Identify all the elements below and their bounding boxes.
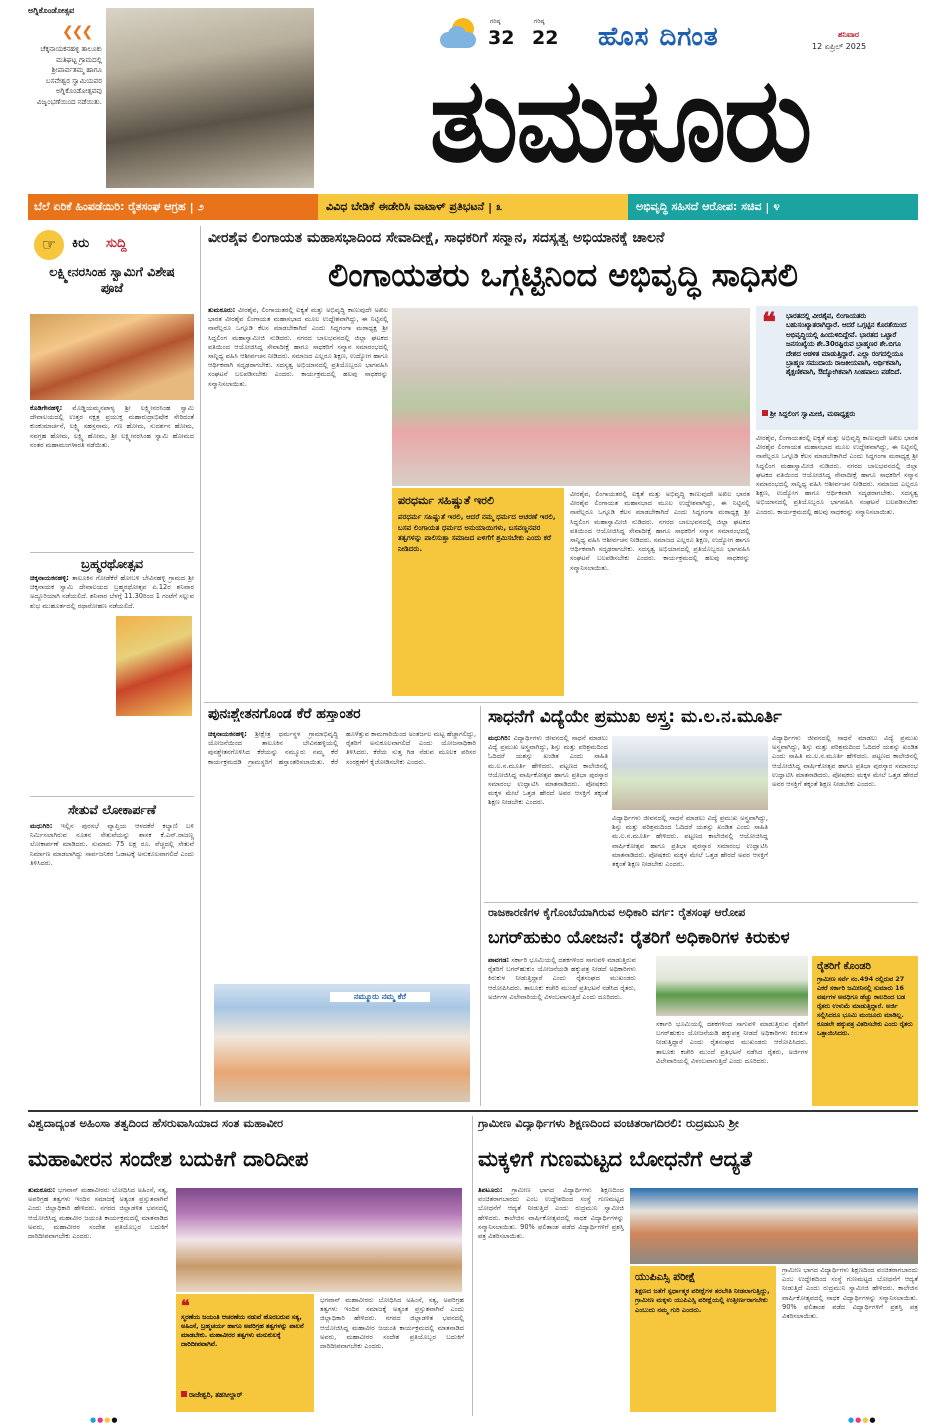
mahaveer-headline: ಮಹಾವೀರನ ಸಂದೇಶ ಬದುಕಿಗೆ ದಾರಿದೀಪ [28,1147,309,1171]
lead-box-title: ಪರಧರ್ಮ ಸಹಿಷ್ಣುತೆ ಇರಲಿ [398,494,494,507]
issue-day: ಶನಿವಾರ [838,30,860,39]
max-label: ಗರಿಷ್ಠ [490,18,501,25]
mahaveer-dateline: ತುಮಕೂರು: [28,1186,56,1194]
land-headline: ಬಗರ್‌ಹುಕುಂ ಯೋಜನೆ: ರೈತರಿಗೆ ಅಧಿಕಾರಿಗಳ ಕಿರುಕುಳ [488,928,790,948]
education-body-mid [612,814,768,898]
lead-quote-by: ಶ್ರೀ ಸಿದ್ದಲಿಂಗ ಸ್ವಾಮೀಜಿ, ಮಠಾಧ್ಯಕ್ಷರು [770,410,856,418]
rural-box [630,1266,776,1412]
section-tag: ಅಗ್ನಿಕೊಂಡೋತ್ಸವ [28,6,75,15]
lead-body-text-col4: ವೀರಶೈವ, ಲಿಂಗಾಯತರಲ್ಲಿ ಐಕ್ಯತೆ ಮತ್ತು ಅಭಿವೃದ್ಧಿ ಕಾಣುವುದೇ ಅಖಿಲ ಭಾರತ ವೀರಶೈವ ಲಿಂಗಾಯತ ಮಹಾಸಭಾದ ಮೂಲ ಉದ್ದೇಶವಾಗಿದ್ದು, ಈ ನಿಟ್ಟಿನಲ್ಲಿ ನಾವೆಲ್ಲರೂ ಒಗ್ಗೂಡಿ ಕೆಲಸ ಮಾಡಬೇಕಾಗಿದೆ ಎಂದು ಸಿದ್ದಗಂಗಾ ಮಠಾಧ್ಯಕ್ಷ ಶ್ರೀ ಸಿದ್ದಲಿಂಗ ಮಹಾಸ್ವಾಮೀಜಿ ನುಡಿದರು. ನಗರದ ಬಾಲಭವನದಲ್ಲಿ ಜಿಲ್ಲಾ ಘಟಕದ ವತಿಯಿಂದ ಆಯೋಜಿಸಿದ್ದ ಸೇವಾದೀಕ್ಷೆ ಹಾಗೂ ಸಾಧಕರಿಗೆ ಸನ್ಮಾನ ಸಮಾರಂಭದಲ್ಲಿ ಸಾನ್ನಿಧ್ಯ ವಹಿಸಿ ಆಶೀರ್ವಚನ ನೀಡಿದರು. ಸಮಾಜದ ಎಲ್ಲರೂ ಶಿಕ್ಷಣ, ಉದ್ಯೋಗ ಹಾಗೂ ಆರ್ಥಿಕವಾಗಿ ಸದೃಢರಾಗಬೇಕು. ಸದಸ್ಯತ್ವ ಅಭಿಯಾನದಲ್ಲಿ ಪ್ರತಿಯೊಬ್ಬರೂ ಭಾಗವಹಿಸಿ ಸಂಘಟನೆ ಬಲಪಡಿಸಬೇಕು ಎಂದರು. ಕಾರ್ಯಕ್ರಮದಲ್ಲಿ ಹಲವು ಸಾಧಕರನ್ನು ಸನ್ಮಾನಿಸಲಾಯಿತು. [756,434,918,516]
rural-dateline: ತಿಪಟೂರು: [478,1186,503,1194]
land-text-mid: ಸರ್ಕಾರಿ ಭೂಮಿಯಲ್ಲಿ ದಶಕಗಳಿಂದ ಸಾಗುವಳಿ ಮಾಡುತ್ತಿರುವ ರೈತರಿಗೆ ಬಗರ್‌ಹುಕುಂ ಯೋಜನೆಯಡಿ ಹಕ್ಕುಪತ್ರ ನೀಡದೆ ಅಧಿಕಾರಿಗಳು ಕಿರುಕುಳ ನೀಡುತ್ತಿದ್ದಾರೆ ಎಂದು ರೈತಸಂಘದ ಮುಖಂಡರು ಆರೋಪಿಸಿದರು. ತಾಲೂಕು ಕಚೇರಿ ಮುಂದೆ ಪ್ರತಿಭಟನೆ ನಡೆಸಿದ ರೈತರು, ಅರ್ಜಿಗಳ ವಿಲೇವಾರಿಯಲ್ಲಿ ವಿಳಂಬವಾಗುತ್ತಿದೆ ಎಂದು ದೂರಿದರು. [656,1020,808,1065]
story-3-body [30,822,194,1102]
chevrons-icon: ❮❮❮ [62,24,92,40]
education-dateline: ಮಧುಗಿರಿ: [488,734,511,742]
education-text-mid: ವಿದ್ಯಾರ್ಥಿಗಳು ಜೀವನದಲ್ಲಿ ಸಾಧನೆ ಮಾಡಲು ವಿದ್ಯೆ ಪ್ರಮುಖ ಅಸ್ತ್ರವಾಗಿದ್ದು, ಶಿಸ್ತು ಮತ್ತು ಪರಿಶ್ರಮದಿಂದ ಓದಿದರೆ ಯಶಸ್ಸು ಖಂಡಿತ ಎಂದು ಸಾಹಿತಿ ಮ.ಲ.ನ.ಮೂರ್ತಿ ಹೇಳಿದರು. ಪಟ್ಟಣದ ಕಾಲೇಜಿನಲ್ಲಿ ಆಯೋಜಿಸಿದ್ದ ವಾರ್ಷಿಕೋತ್ಸವ ಹಾಗೂ ಪ್ರತಿಭಾ ಪುರಸ್ಕಾರ ಸಮಾರಂಭ ಉದ್ಘಾಟಿಸಿ ಮಾತನಾಡಿದರು. ಪೋಷಕರು ಮಕ್ಕಳ ಮೇಲೆ ಒತ್ತಡ ಹೇರದೆ ಅವರ ಆಸಕ್ತಿಗೆ ತಕ್ಕಂತೆ ಶಿಕ್ಷಣ ನೀಡಬೇಕು ಎಂದರು. [612,814,768,869]
mahaveer-quote-by: ರಾಜೇಶ್ವರಿ, ತಹಸೀಲ್ದಾರ್ [189,1391,243,1399]
education-body-right [772,734,918,898]
land-sidebox-body: ಗ್ರಾಮೀಣ ಸರ್ವೆ ನಂ.494 ರಲ್ಲಿರುವ 27 ಎಕರೆ ಸರ್ಕಾರಿ ಜಮೀನಿನಲ್ಲಿ ಸುಮಾರು 16 ವರ್ಷಗಳ ಅವಧಿಗೂ ಹೆಚ್ಚು ಕಾಲದಿಂದ ಬಡ ರೈತರು ಉಳುಮೆ ಮಾಡುತ್ತಿದ್ದಾರೆ. ಅರ್ಜಿ ಸಲ್ಲಿಸಿದರೂ ಭೂಮಿ ಮಂಜೂರು ಮಾಡಿಲ್ಲ. ಕೂಡಲೇ ಹಕ್ಕುಪತ್ರ ವಿತರಿಸಬೇಕು ಎಂದು ರೈತರು ಒತ್ತಾಯಿಸಿದರು. [817,975,913,1037]
land-body-left [488,956,636,1106]
rural-text: ಗ್ರಾಮೀಣ ಭಾಗದ ವಿದ್ಯಾರ್ಥಿಗಳು ಶಿಕ್ಷಣದಿಂದ ವಂಚಿತರಾಗಬಾರದು ಎಂಬ ಉದ್ದೇಶದಿಂದ ಸಂಸ್ಥೆ ಗುಣಮಟ್ಟದ ಬೋಧನೆಗೆ ಆದ್ಯತೆ ನೀಡುತ್ತಿದೆ ಎಂದು ರುದ್ರಮುನಿ ಸ್ವಾಮೀಜಿ ಹೇಳಿದರು. ಕಾಲೇಜಿನ ವಾರ್ಷಿಕೋತ್ಸವದಲ್ಲಿ ಸಾಧಕ ವಿದ್ಯಾರ್ಥಿಗಳನ್ನು ಸನ್ಮಾನಿಸಲಾಯಿತು. 90% ಫಲಿತಾಂಶ ಪಡೆದ ವಿದ್ಯಾರ್ಥಿಗಳಿಗೆ ಪ್ರಶಸ್ತಿ ಪತ್ರ ವಿತರಿಸಲಾಯಿತು. [478,1186,624,1241]
education-body-left [488,734,608,898]
story-2-dateline: ಚಿಕ್ಕನಾಯಕನಹಳ್ಳಿ: [30,574,69,582]
mahaveer-photo [176,1188,462,1292]
story-1-text: ಮೊಡ್ಡಿಯಮ್ಮನಪಾಳ್ಯ ಶ್ರೀ ಲಕ್ಷ್ಮೀನರಸಿಂಹ ಸ್ವಾಮಿ ದೇವಾಲಯದಲ್ಲಿ ಉತ್ತರ ನಕ್ಷತ್ರ ಪ್ರಯುಕ್ತ ಮಹಾರುದ್ರಾಭಿಷೇಕ ಸೇರಿದಂತೆ ಕುಂಕುಮಾರ್ಚನೆ, ಲಕ್ಷ್ಮಿ ಸಹಸ್ರನಾಮ, ಗಣ ಹೋಮ, ಸುದರ್ಶನ ಹೋಮ, ನವಗ್ರಹ ಹೋಮ, ಲಕ್ಷ್ಮಿ ಹೋಮ, ಶ್ರೀ ಲಕ್ಷ್ಮೀನರಸಿಂಹ ಸ್ವಾಮಿ ಹೋಮದ ನಂತರ ಮಹಾಮಂಗಳಾರತಿ ನಡೆಯಿತು. [30,404,194,449]
rural-photo [630,1188,918,1264]
top-photo-caption: ಚೆಕ್ಕನಾಯಕನಹಳ್ಳಿ ತಾಲೂಕು ಮತಿಘಟ್ಟ ಗ್ರಾಮದಲ್ಲಿ ಶ್ರೀಪಾರ್ವತಮ್ಮ ಹಾಗೂ ಬಸವೇಶ್ವರ ಸ್ವಾಮಿಯವರ ಅಗ್ನಿಕೊಂಡೋತ್ಸವವು ವಿಜೃಂಭಣೆಯಿಂದ ನಡೆಯಿತು. [36,45,102,106]
rural-box-body: ಶಿಕ್ಷಣದ ಜತೆಗೆ ಸ್ಪರ್ಧಾತ್ಮಕ ಪರೀಕ್ಷೆಗಳ ತರಬೇತಿ ನೀಡಲಾಗುತ್ತಿದ್ದು, ಗ್ರಾಮೀಣ ಮಕ್ಕಳು ಯುಪಿಎಸ್ಸಿ ಪರೀಕ್ಷೆಯಲ್ಲಿ ಉತ್ತೀರ್ಣರಾಗಬೇಕು ಎಂಬುದು ನಮ್ಮ ಗುರಿ ಎಂದರು. [635,1287,770,1314]
bullet-icon [762,410,768,416]
teaser-3[interactable]: ಅಭಿವೃದ್ಧಿ ಸಹಿಸದೆ ಆರೋಪ: ಸಚಿವ | ೪ [628,194,918,220]
teaser-2-text: ವಿವಿಧ ಬೇಡಿಕೆ ಈಡೇರಿಸಿ ವಾಟಾಳ್ ಪ್ರತಿಭಟನೆ [326,200,485,213]
story-1-photo [30,314,194,400]
teaser-2[interactable]: ವಿವಿಧ ಬೇಡಿಕೆ ಈಡೇರಿಸಿ ವಾಟಾಳ್ ಪ್ರತಿಭಟನೆ | ೩ [318,194,628,220]
land-kicker: ರಾಜಕಾರಣಿಗಳ ಕೈಗೊಂಬೆಯಾಗಿರುವ ಅಧಿಕಾರಿ ವರ್ಗ: ರೈತಸಂಘ ಆರೋಪ [488,906,746,919]
lead-body-col3 [570,490,750,696]
mahaveer-body-right [320,1296,464,1412]
lead-body-text: ವೀರಶೈವ, ಲಿಂಗಾಯತರಲ್ಲಿ ಐಕ್ಯತೆ ಮತ್ತು ಅಭಿವೃದ್ಧಿ ಕಾಣುವುದೇ ಅಖಿಲ ಭಾರತ ವೀರಶೈವ ಲಿಂಗಾಯತ ಮಹಾಸಭಾದ ಮೂಲ ಉದ್ದೇಶವಾಗಿದ್ದು, ಈ ನಿಟ್ಟಿನಲ್ಲಿ ನಾವೆಲ್ಲರೂ ಒಗ್ಗೂಡಿ ಕೆಲಸ ಮಾಡಬೇಕಾಗಿದೆ ಎಂದು ಸಿದ್ದಗಂಗಾ ಮಠಾಧ್ಯಕ್ಷ ಶ್ರೀ ಸಿದ್ದಲಿಂಗ ಮಹಾಸ್ವಾಮೀಜಿ ನುಡಿದರು. ನಗರದ ಬಾಲಭವನದಲ್ಲಿ ಜಿಲ್ಲಾ ಘಟಕದ ವತಿಯಿಂದ ಆಯೋಜಿಸಿದ್ದ ಸೇವಾದೀಕ್ಷೆ ಹಾಗೂ ಸಾಧಕರಿಗೆ ಸನ್ಮಾನ ಸಮಾರಂಭದಲ್ಲಿ ಸಾನ್ನಿಧ್ಯ ವಹಿಸಿ ಆಶೀರ್ವಚನ ನೀಡಿದರು. ಸಮಾಜದ ಎಲ್ಲರೂ ಶಿಕ್ಷಣ, ಉದ್ಯೋಗ ಹಾಗೂ ಆರ್ಥಿಕವಾಗಿ ಸದೃಢರಾಗಬೇಕು. ಸದಸ್ಯತ್ವ ಅಭಿಯಾನದಲ್ಲಿ ಪ್ರತಿಯೊಬ್ಬರೂ ಭಾಗವಹಿಸಿ ಸಂಘಟನೆ ಬಲಪಡಿಸಬೇಕು ಎಂದರು. ಕಾರ್ಯಕ್ರಮದಲ್ಲಿ ಹಲವು ಸಾಧಕರನ್ನು ಸನ್ಮಾನಿಸಲಾಯಿತು. [208,306,388,388]
lake-headline: ಪುನಃಶ್ಚೇತನಗೊಂಡ ಕೆರೆ ಹಸ್ತಾಂತರ [208,706,361,722]
teaser-1[interactable]: ಬೆಲೆ ಏರಿಕೆ ಹಿಂಪಡೆಯಿರಿ: ರೈತಸಂಘ ಆಗ್ರಹ | ೨ [28,194,318,220]
story-1-body [30,404,194,550]
lake-dateline: ಚಿಕ್ಕನಾಯಕನಹಳ್ಳಿ: [208,730,247,738]
kiru-suddi-sidebar [28,226,196,1106]
min-label: ಗರಿಷ್ಠ [534,18,545,25]
mahaveer-quote-icon: ❝ [181,1296,190,1315]
education-text-right: ವಿದ್ಯಾರ್ಥಿಗಳು ಜೀವನದಲ್ಲಿ ಸಾಧನೆ ಮಾಡಲು ವಿದ್ಯೆ ಪ್ರಮುಖ ಅಸ್ತ್ರವಾಗಿದ್ದು, ಶಿಸ್ತು ಮತ್ತು ಪರಿಶ್ರಮದಿಂದ ಓದಿದರೆ ಯಶಸ್ಸು ಖಂಡಿತ ಎಂದು ಸಾಹಿತಿ ಮ.ಲ.ನ.ಮೂರ್ತಿ ಹೇಳಿದರು. ಪಟ್ಟಣದ ಕಾಲೇಜಿನಲ್ಲಿ ಆಯೋಜಿಸಿದ್ದ ವಾರ್ಷಿಕೋತ್ಸವ ಹಾಗೂ ಪ್ರತಿಭಾ ಪುರಸ್ಕಾರ ಸಮಾರಂಭ ಉದ್ಘಾಟಿಸಿ ಮಾತನಾಡಿದರು. ಪೋಷಕರು ಮಕ್ಕಳ ಮೇಲೆ ಒತ್ತಡ ಹೇರದೆ ಅವರ ಆಸಕ್ತಿಗೆ ತಕ್ಕಂತೆ ಶಿಕ್ಷಣ ನೀಡಬೇಕು ಎಂದರು. [772,734,918,789]
story-1-headline: ಲಕ್ಷ್ಮೀನರಸಿಂಹ ಸ್ವಾಮಿಗೆ ವಿಶೇಷ ಪೂಜೆ [49,264,175,295]
lead-photo [392,308,750,486]
hand-icon: ☞ [34,230,64,260]
land-photo [656,956,808,1016]
lead-kicker: ವೀರಶೈವ ಲಿಂಗಾಯತ ಮಹಾಸಭಾದಿಂದ ಸೇವಾದೀಕ್ಷೆ, ಸಾಧಕರಿಗೆ ಸನ್ಮಾನ, ಸದಸ್ಯತ್ವ ಅಭಿಯಾನಕ್ಕೆ ಚಾಲನೆ [208,230,665,246]
teaser-3-page: ೪ [773,200,780,213]
lead-dateline: ತುಮಕೂರು: [208,306,236,314]
mahaveer-body-left [28,1186,168,1412]
rural-text-right: ಗ್ರಾಮೀಣ ಭಾಗದ ವಿದ್ಯಾರ್ಥಿಗಳು ಶಿಕ್ಷಣದಿಂದ ವಂಚಿತರಾಗಬಾರದು ಎಂಬ ಉದ್ದೇಶದಿಂದ ಸಂಸ್ಥೆ ಗುಣಮಟ್ಟದ ಬೋಧನೆಗೆ ಆದ್ಯತೆ ನೀಡುತ್ತಿದೆ ಎಂದು ರುದ್ರಮುನಿ ಸ್ವಾಮೀಜಿ ಹೇಳಿದರು. ಕಾಲೇಜಿನ ವಾರ್ಷಿಕೋತ್ಸವದಲ್ಲಿ ಸಾಧಕ ವಿದ್ಯಾರ್ಥಿಗಳನ್ನು ಸನ್ಮಾನಿಸಲಾಯಿತು. 90% ಫಲಿತಾಂಶ ಪಡೆದ ವಿದ್ಯಾರ್ಥಿಗಳಿಗೆ ಪ್ರಶಸ್ತಿ ಪತ್ರ ವಿತರಿಸಲಾಯಿತು. [782,1266,918,1321]
lead-body-col1 [208,306,388,696]
teaser-1-text: ಬೆಲೆ ಏರಿಕೆ ಹಿಂಪಡೆಯಿರಿ: ರೈತಸಂಘ ಆಗ್ರಹ [34,200,186,213]
rural-box-title: ಯುಪಿಎಸ್ಸಿ ಪರೀಕ್ಷೆ [635,1271,696,1283]
paper-name: ಹೊಸ ದಿಗಂತ [598,22,719,52]
story-3-headline: ಸೇತುವೆ ಲೋಕಾರ್ಪಣೆ [67,802,156,817]
lead-box-body: ಪರಧರ್ಮ ಸಹಿಷ್ಣುತೆ ಇರಲಿ, ಆದರೆ ನಮ್ಮ ಧರ್ಮದ ಆಚರಣೆ ಇರಲಿ, ಬಸವ ಲಿಂಗಾಯತ ಧರ್ಮದ ಅನುಯಾಯಿಗಳು, ಬಸವಣ್ಣನವರ ತತ್ವಗಳನ್ನು ಪಾಲಿಸುತ್ತಾ ಸಮಾಜದ ಏಳಿಗೆಗೆ ಶ್ರಮಿಸಬೇಕು ಎಂದು ಕರೆ ನೀಡಿದರು. [398,512,556,553]
top-photo [106,8,314,188]
lake-banner: ನಮ್ಮೂರು ನಮ್ಮ ಕೆರೆ [330,992,430,1002]
education-headline: ಸಾಧನೆಗೆ ವಿದ್ಯೆಯೇ ಪ್ರಮುಖ ಅಸ್ತ್ರ: ಮ.ಲ.ನ.ಮೂರ್ತಿ [488,707,782,727]
edition-title: ತುಮಕೂರು [429,51,811,188]
lead-body-col4 [756,434,918,696]
rural-body-right [782,1266,918,1412]
teaser-3-text: ಅಭಿವೃದ್ಧಿ ಸಹಿಸದೆ ಆರೋಪ: ಸಚಿವ [636,200,762,213]
land-text: ಸರ್ಕಾರಿ ಭೂಮಿಯಲ್ಲಿ ದಶಕಗಳಿಂದ ಸಾಗುವಳಿ ಮಾಡುತ್ತಿರುವ ರೈತರಿಗೆ ಬಗರ್‌ಹುಕುಂ ಯೋಜನೆಯಡಿ ಹಕ್ಕುಪತ್ರ ನೀಡದೆ ಅಧಿಕಾರಿಗಳು ಕಿರುಕುಳ ನೀಡುತ್ತಿದ್ದಾರೆ ಎಂದು ರೈತಸಂಘದ ಮುಖಂಡರು ಆರೋಪಿಸಿದರು. ತಾಲೂಕು ಕಚೇರಿ ಮುಂದೆ ಪ್ರತಿಭಟನೆ ನಡೆಸಿದ ರೈತರು, ಅರ್ಜಿಗಳ ವಿಲೇವಾರಿಯಲ್ಲಿ ವಿಳಂಬವಾಗುತ್ತಿದೆ ಎಂದು ದೂರಿದರು. [488,956,636,1001]
lead-headline: ಲಿಂಗಾಯತರು ಒಗ್ಗಟ್ಟಿನಿಂದ ಅಭಿವೃದ್ಧಿ ಸಾಧಿಸಲಿ [328,256,798,294]
mahaveer-kicker: ವಿಶ್ವದಾದ್ಯಂತ ಅಹಿಂಸಾ ತತ್ವದಿಂದ ಹೆಸರುವಾಸಿಯಾದ ಸಂತ ಮಹಾವೀರ [28,1116,284,1130]
teaser-bar [28,194,918,220]
lake-text: ಶ್ರೀಕ್ಷೇತ್ರ ಧರ್ಮಸ್ಥಳ ಗ್ರಾಮಾಭಿವೃದ್ಧಿ ಯೋಜನೆಯಿಂದ ತಾಲೂಕಿನ ಬೇವಿನಹಳ್ಳಿಯಲ್ಲಿ ಪುನಶ್ಚೇತನಗೊಳಿಸಿದ ಕೆರೆಯನ್ನು ನಮ್ಮೂರು ನಮ್ಮ ಕೆರೆ ಕಾರ್ಯಕ್ರಮದಡಿ ಗ್ರಾಮಸ್ಥರಿಗೆ ಹಸ್ತಾಂತರಿಸಲಾಯಿತು. ಕೆರೆ ಹೂಳೆತ್ತುವ ಕಾಮಗಾರಿಯಿಂದ ಅಂತರ್ಜಲ ಮಟ್ಟ ಹೆಚ್ಚಾಗಲಿದ್ದು, ರೈತರಿಗೆ ಅನುಕೂಲವಾಗಲಿದೆ ಎಂದು ಯೋಜನಾಧಿಕಾರಿ ತಿಳಿಸಿದರು. ಕೆರೆಯ ಸುತ್ತ ಗಿಡ ನೆಡುವ ಮೂಲಕ ಪರಿಸರ ಸಂರಕ್ಷಣೆಗೆ ಕೈಜೋಡಿಸಬೇಕು ಎಂದರು. [208,730,476,766]
lead-body-text-cont: ವೀರಶೈವ, ಲಿಂಗಾಯತರಲ್ಲಿ ಐಕ್ಯತೆ ಮತ್ತು ಅಭಿವೃದ್ಧಿ ಕಾಣುವುದೇ ಅಖಿಲ ಭಾರತ ವೀರಶೈವ ಲಿಂಗಾಯತ ಮಹಾಸಭಾದ ಮೂಲ ಉದ್ದೇಶವಾಗಿದ್ದು, ಈ ನಿಟ್ಟಿನಲ್ಲಿ ನಾವೆಲ್ಲರೂ ಒಗ್ಗೂಡಿ ಕೆಲಸ ಮಾಡಬೇಕಾಗಿದೆ ಎಂದು ಸಿದ್ದಗಂಗಾ ಮಠಾಧ್ಯಕ್ಷ ಶ್ರೀ ಸಿದ್ದಲಿಂಗ ಮಹಾಸ್ವಾಮೀಜಿ ನುಡಿದರು. ನಗರದ ಬಾಲಭವನದಲ್ಲಿ ಜಿಲ್ಲಾ ಘಟಕದ ವತಿಯಿಂದ ಆಯೋಜಿಸಿದ್ದ ಸೇವಾದೀಕ್ಷೆ ಹಾಗೂ ಸಾಧಕರಿಗೆ ಸನ್ಮಾನ ಸಮಾರಂಭದಲ್ಲಿ ಸಾನ್ನಿಧ್ಯ ವಹಿಸಿ ಆಶೀರ್ವಚನ ನೀಡಿದರು. ಸಮಾಜದ ಎಲ್ಲರೂ ಶಿಕ್ಷಣ, ಉದ್ಯೋಗ ಹಾಗೂ ಆರ್ಥಿಕವಾಗಿ ಸದೃಢರಾಗಬೇಕು. ಸದಸ್ಯತ್ವ ಅಭಿಯಾನದಲ್ಲಿ ಪ್ರತಿಯೊಬ್ಬರೂ ಭಾಗವಹಿಸಿ ಸಂಘಟನೆ ಬಲಪಡಿಸಬೇಕು ಎಂದರು. ಕಾರ್ಯಕ್ರಮದಲ್ಲಿ ಹಲವು ಸಾಧಕರನ್ನು ಸನ್ಮಾನಿಸಲಾಯಿತು. [570,490,750,572]
mahaveer-quote: ಸ್ಮರಣೆಯ ಜಯಂತಿ ಆಚರಣೆಯ ನಡುವೆ ಹೊರಬರುವ ಸತ್ಯ, ಅಹಿಂಸೆ, ಬ್ರಹ್ಮಚರ್ಯ ಹಾಗೂ ಅಪರಿಗ್ರಹ ತತ್ವಗಳನ್ನು ಪಾಲನೆ ಮಾಡಬೇಕು. ಮಹಾವೀರರ ತತ್ವಗಳು ಮನುಕುಲಕ್ಕೆ ದಾರಿದೀಪವಾಗಿವೆ. [181,1313,304,1348]
sidebar-brand [34,230,190,264]
land-body-mid [656,1020,808,1106]
story-3-dateline: ಮಧುಗಿರಿ: [30,822,53,830]
brand-prefix: ಕಿರು [72,236,90,251]
issue-date: 12 ಏಪ್ರಿಲ್ 2025 [812,42,867,51]
rural-headline: ಮಕ್ಕಳಿಗೆ ಗುಣಮಟ್ಟದ ಬೋಧನೆಗೆ ಆದ್ಯತೆ [478,1147,752,1171]
max-temp: 32 [488,27,515,49]
mahaveer-text-right: ಭಗವಾನ್ ಮಹಾವೀರರು ಬೋಧಿಸಿದ ಅಹಿಂಸೆ, ಸತ್ಯ, ಅಪರಿಗ್ರಹ ತತ್ವಗಳು ಇಂದಿನ ಸಮಾಜಕ್ಕೆ ಅತ್ಯಂತ ಪ್ರಸ್ತುತವಾಗಿವೆ ಎಂದು ಜಿಲ್ಲಾಧಿಕಾರಿ ಹೇಳಿದರು. ನಗರದ ಜಿಲ್ಲಾಡಳಿತ ಭವನದಲ್ಲಿ ಆಯೋಜಿಸಿದ್ದ ಮಹಾವೀರ ಜಯಂತಿ ಕಾರ್ಯಕ್ರಮದಲ್ಲಿ ಮಾತನಾಡಿದ ಅವರು, ಮಹಾವೀರರ ಸಂದೇಶ ಪ್ರತಿಯೊಬ್ಬರ ಬದುಕಿಗೆ ದಾರಿದೀಪವಾಗಬೇಕು ಎಂದರು. [320,1296,464,1351]
story-2-text: ತಾಲೂಕಿನ ಗೋಡೆಕೆರೆ ಹೋಬಳಿ ಬೇವಿನಹಳ್ಳಿ ಗ್ರಾಮದ ಶ್ರೀ ಚಿಕ್ಕನಾಯಕ ಸ್ವಾಮಿ ದೇವಾಲಯದ ಬ್ರಹ್ಮರಥೋತ್ಸವ ಏ.12ರ ಶನಿವಾರ ಅದ್ದೂರಿಯಾಗಿ ನಡೆಯಲಿದೆ. ಶನಿವಾರ ಬೆಳಗ್ಗೆ 11.30ರಿಂದ 1 ಗಂಟೆಗೆ ಸಲ್ಲುವ ಶುಭ ಮುಹೂರ್ತದಲ್ಲಿ ರಥಾರೋಹಣ ನಡೆಯಲಿದೆ. [30,574,194,610]
land-dateline: ಪಾವಗಡ: [488,956,510,964]
min-temp: 22 [532,27,559,49]
mahaveer-quote-box [176,1294,314,1412]
lake-body [208,730,476,980]
quote-mark-icon: ❝ [762,308,776,338]
education-photo [612,736,768,810]
story-2-headline: ಬ್ರಹ್ಮರಥೋತ್ಸವ [81,556,143,571]
brand-suffix: ಸುದ್ದಿ [106,236,127,251]
mahaveer-bullet-icon [181,1391,187,1397]
education-text: ವಿದ್ಯಾರ್ಥಿಗಳು ಜೀವನದಲ್ಲಿ ಸಾಧನೆ ಮಾಡಲು ವಿದ್ಯೆ ಪ್ರಮುಖ ಅಸ್ತ್ರವಾಗಿದ್ದು, ಶಿಸ್ತು ಮತ್ತು ಪರಿಶ್ರಮದಿಂದ ಓದಿದರೆ ಯಶಸ್ಸು ಖಂಡಿತ ಎಂದು ಸಾಹಿತಿ ಮ.ಲ.ನ.ಮೂರ್ತಿ ಹೇಳಿದರು. ಪಟ್ಟಣದ ಕಾಲೇಜಿನಲ್ಲಿ ಆಯೋಜಿಸಿದ್ದ ವಾರ್ಷಿಕೋತ್ಸವ ಹಾಗೂ ಪ್ರತಿಭಾ ಪುರಸ್ಕಾರ ಸಮಾರಂಭ ಉದ್ಘಾಟಿಸಿ ಮಾತನಾಡಿದರು. ಪೋಷಕರು ಮಕ್ಕಳ ಮೇಲೆ ಒತ್ತಡ ಹೇರದೆ ಅವರ ಆಸಕ್ತಿಗೆ ತಕ್ಕಂತೆ ಶಿಕ್ಷಣ ನೀಡಬೇಕು ಎಂದರು. [488,734,608,807]
lead-quote: ಭಾರತದಲ್ಲಿ ವೀರಶೈವ, ಲಿಂಗಾಯತರು ಬಹುಸಂಖ್ಯಾತರಾಗಿದ್ದಾರೆ. ಆದರೆ ಒಗ್ಗಟ್ಟಿನ ಕೊರತೆಯಿಂದ ಅಭಿವೃದ್ಧಿಯಲ್ಲಿ ಹಿಂದುಳಿದಿದ್ದೇವೆ. ಭಾರತದ ಒಟ್ಟಾರೆ ಜನಸಂಖ್ಯೆಯ ಶೇ.30ರಷ್ಟಿರುವ ಬ್ರಾಹ್ಮಣರ ಶೇ.ಬಿಗೂ ದೇಶದ ಆಡಳಿತ ಮಾಡುತ್ತಿದ್ದಾರೆ. ಎಲ್ಲಾ ರಂಗದಲ್ಲಿಯೂ ಬ್ರಾಹ್ಮಣ ಸಮುದಾಯ ರಾಜಕೀಯವಾಗಿ, ಆರ್ಥಿಕವಾಗಿ, ಶೈಕ್ಷಣಿಕವಾಗಿ, ಔದ್ಯೋಗಿಕವಾಗಿ ಸಿಂಹಪಾಲು ಪಡೆದಿದೆ. [786,312,907,377]
teaser-2-page: ೩ [496,200,503,213]
story-1-dateline: ಕೊಡಿಗೇನಹಳ್ಳಿ: [30,404,63,412]
lead-box [392,488,564,696]
teaser-1-page: ೨ [197,200,204,213]
story-2-body [30,574,194,788]
lead-quote-box [756,306,918,430]
land-sidebox [812,956,918,1106]
mahaveer-text: ಭಗವಾನ್ ಮಹಾವೀರರು ಬೋಧಿಸಿದ ಅಹಿಂಸೆ, ಸತ್ಯ, ಅಪರಿಗ್ರಹ ತತ್ವಗಳು ಇಂದಿನ ಸಮಾಜಕ್ಕೆ ಅತ್ಯಂತ ಪ್ರಸ್ತುತವಾಗಿವೆ ಎಂದು ಜಿಲ್ಲಾಧಿಕಾರಿ ಹೇಳಿದರು. ನಗರದ ಜಿಲ್ಲಾಡಳಿತ ಭವನದಲ್ಲಿ ಆಯೋಜಿಸಿದ್ದ ಮಹಾವೀರ ಜಯಂತಿ ಕಾರ್ಯಕ್ರಮದಲ್ಲಿ ಮಾತನಾಡಿದ ಅವರು, ಮಹಾವೀರರ ಸಂದೇಶ ಪ್ರತಿಯೊಬ್ಬರ ಬದುಕಿಗೆ ದಾರಿದೀಪವಾಗಬೇಕು ಎಂದರು. [28,1186,168,1241]
print-marks: ●●●● [90,1416,119,1424]
land-sidebox-title: ರೈತರಿಗೆ ಕೊಂಡರಿ [817,961,871,972]
rural-body-left [478,1186,624,1412]
rural-kicker: ಗ್ರಾಮೀಣ ವಿದ್ಯಾರ್ಥಿಗಳು ಶಿಕ್ಷಣದಿಂದ ವಂಚಿತರಾಗದಿರಲಿ: ರುದ್ರಮುನಿ ಶ್ರೀ [478,1116,739,1130]
print-marks-right: ●●●● [848,1416,877,1424]
story-3-text: ಇಲ್ಲಿನ ಪುರಸಭೆ ವ್ಯಾಪ್ತಿಯ ಆಳದಕೆರೆ ಕಲ್ಯಾಣಿ ಬಳಿ ನಿರ್ಮಿಸಲಾಗಿರುವ ನೂತನ ಸೇತುವೆಯನ್ನು ಶಾಸಕ ಕೆ.ಎನ್.ರಾಜಣ್ಣ ಲೋಕಾರ್ಪಣೆ ಮಾಡಿದರು. ಸುಮಾರು 75 ಲಕ್ಷ ರೂ. ವೆಚ್ಚದಲ್ಲಿ ಸೇತುವೆ ನಿರ್ಮಾಣ ಮಾಡಲಾಗಿದ್ದು ಸಾರ್ವಜನಿಕರ ಓಡಾಟಕ್ಕೆ ಅನುಕೂಲವಾಗಲಿದೆ ಎಂದು ತಿಳಿಸಿದರು. [30,822,194,867]
